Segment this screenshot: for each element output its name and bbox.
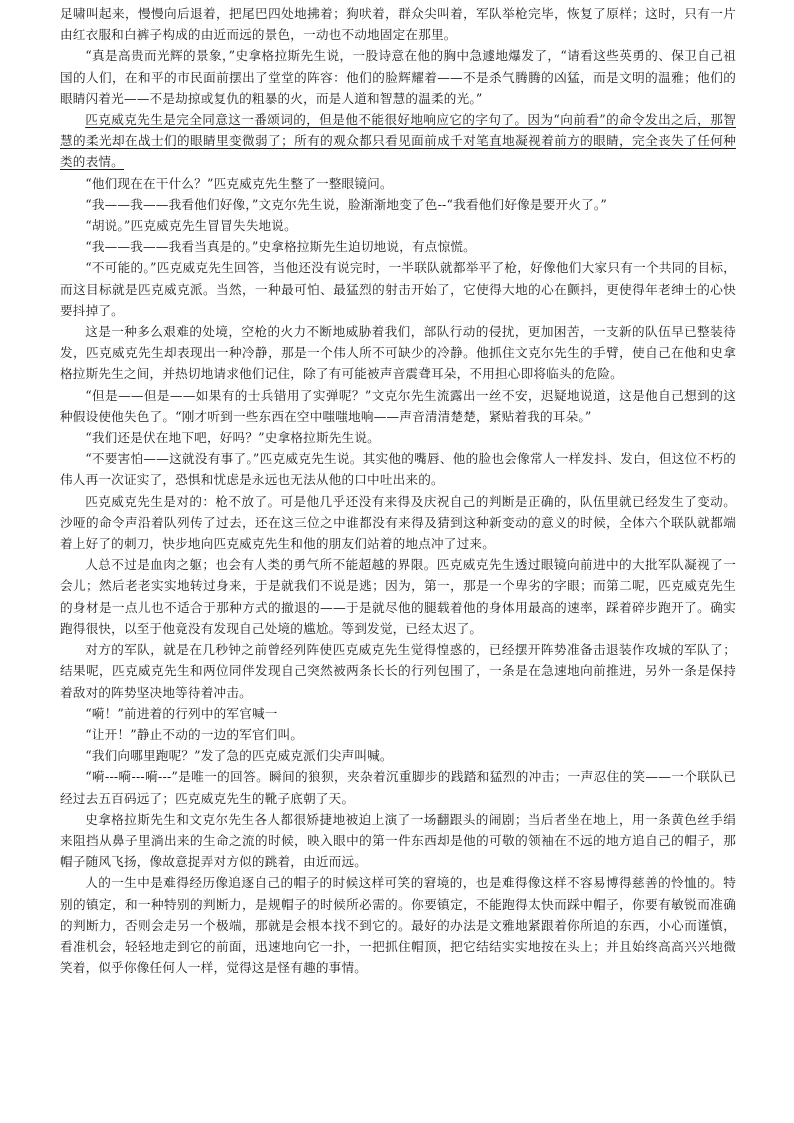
paragraph-20: 史拿格拉斯先生和文克尔先生各人都很矫捷地被迫上演了一场翻跟头的闹剧；当后者坐在地上，用一条黄色丝手绢来阻挡从鼻子里淌出来的生命之流的时候，映入眼中的第一件东西却是他的可敬的领袖在不远的地方追自己的帽子，那帽子随风飞扬，像故意捉弄对方似的跳着，由近而远。 [60, 811, 736, 870]
paragraph-16: “嗬！”前进着的行列中的军官喊一 [85, 705, 278, 721]
paragraph-6: “胡说。”匹克威克先生冒冒失失地说。 [85, 218, 297, 234]
paragraph-10: “但是——但是——如果有的士兵错用了实弹呢？”文克尔先生流露出一丝不安，迟疑地说道，这是他自己想到的这种假设使他失色了。“刚才听到一些东西在空中嗤嗤地响——声音清清楚楚，紧贴着我的耳朵。” [60, 387, 736, 424]
paragraph-1: 足啸叫起来，慢慢向后退着，把尾巴四处地拂着；狗吠着，群众尖叫着，军队举枪完毕，恢复了原样；这时，只有一片由红衣服和白裤子构成的由近而远的景色，一动也不动地固定在那里。 [60, 6, 736, 43]
paragraph-19: “嗬---嗬---嗬---”是唯一的回答。瞬间的狼狈，夹杂着沉重脚步的践踏和猛烈的冲击；一声忍住的笑——一个联队已经过去五百码远了；匹克威克先生的靴子底朝了天。 [60, 769, 736, 806]
paragraph-9: 这是一种多么艰难的处境，空枪的火力不断地威胁着我们，部队行动的侵扰，更加困苦，一支新的队伍早已整装待发，匹克威克先生却表现出一种冷静，那是一个伟人所不可缺少的冷静。他抓住文克尔先生的手臂，使自己在他和史拿格拉斯先生之间，并热切地请求他们记住，除了有可能被声音震聋耳朵，不用担心即将临头的危险。 [60, 324, 736, 382]
paragraph-17: “让开！”静止不动的一边的军官们叫。 [85, 726, 304, 742]
paragraph-2: “真是高贵而光辉的景象，”史拿格拉斯先生说，一股诗意在他的胸中急遽地爆发了，“请看这些英勇的、保卫自己祖国的人们，在和平的市民面前摆出了堂堂的阵容：他们的脸辉耀着——不是杀气腾腾的凶猛，而是文明的温雅；他们的眼睛闪着光——不是劫掠或复仇的粗暴的火，而是人道和智慧的温柔的光。” [60, 48, 736, 106]
paragraph-3-underlined: 匹克威克先生是完全同意这一番颂词的，但是他不能很好地响应它的字句了。因为“向前看”的命令发出之后，那智慧的柔光却在战士们的眼睛里变微弱了；所有的观众都只看见面前成千对笔直地凝视着前方的眼睛，完全丧失了任何种类的表情。 [60, 112, 736, 170]
paragraph-11: “我们还是伏在地下吧，好吗？”史拿格拉斯先生说。 [85, 430, 380, 446]
paragraph-4: “他们现在在干什么？”匹克威克先生整了一整眼镜问。 [85, 175, 393, 191]
paragraph-13: 匹克威克先生是对的：枪不放了。可是他几乎还没有来得及庆祝自己的判断是正确的，队伍里就已经发生了变动。沙哑的命令声沿着队列传了过去，还在这三位之中谁都没有来得及猜到这种新变动的意义的时候，全体六个联队就都端着上好了的刺刀，快步地向匹克威克先生和他的朋友们站着的地点冲了过来。 [60, 493, 736, 552]
paragraph-7: “我——我——我看当真是的。”史拿格拉斯先生迫切地说，有点惊慌。 [85, 239, 476, 255]
paragraph-18: “我们向哪里跑呢？”发了急的匹克威克派们尖声叫喊。 [85, 748, 393, 764]
paragraph-15: 对方的军队，就是在几秒钟之前曾经列阵使匹克威克先生觉得惶惑的，已经摆开阵势准备击退装作攻城的军队了；结果呢，匹克威克先生和两位同伴发现自己突然被两条长长的行列包围了，一条是在急速地向前推进，另外一条是保持着敌对的阵势坚决地等待着冲击。 [60, 642, 736, 700]
document-body [60, 3, 736, 978]
paragraph-5: “我——我——我看他们好像，”文克尔先生说，脸渐渐地变了色--“我看他们好像是要开火了。” [85, 196, 608, 212]
paragraph-21: 人的一生中是难得经历像追逐自己的帽子的时候这样可笑的窘境的，也是难得像这样不容易博得慈善的怜恤的。特别的镇定，和一种特别的判断力，是规帽子的时候所必需的。你要镇定，不能跑得太快而踩中帽子，你要有敏锐而准确的判断力，否则会走另一个极端，那就是会根本找不到它的。最好的办法是文雅地紧跟着你所追的东西，小心而谨慎，看准机会，轻轻地走到它的前面，迅速地向它一扑，一把抓住帽顶，把它结结实实地按在头上；并且始终高高兴兴地微笑着，似乎你像任何人一样，觉得这是怪有趣的事情。 [60, 875, 736, 976]
paragraph-8: “不可能的。”匹克威克先生回答，当他还没有说完时，一半联队就都举平了枪，好像他们大家只有一个共同的目标，而这目标就是匹克威克派。当然，一种最可怕、最猛烈的射击开始了，它使得大地的心在颤抖，更使得年老绅士的心快要抖掉了。 [60, 260, 736, 318]
paragraph-12: “不要害怕——这就没有事了。”匹克威克先生说。其实他的嘴唇、他的脸也会像常人一样发抖、发白，但这位不朽的伟人再一次证实了，恐惧和忧虑是永远也无法从他的口中吐出来的。 [60, 451, 736, 488]
paragraph-14: 人总不过是血肉之躯；也会有人类的勇气所不能超越的界限。匹克威克先生透过眼镜向前进中的大批军队凝视了一会儿；然后老老实实地转过身来，于是就我们不说是逃；因为，第一，那是一个卑劣的字眼；而第二呢，匹克威克先生的身材是一点儿也不适合于那种方式的撤退的——于是就尽他的腿载着他的身体用最高的速率，踩着碎步跑开了。确实跑得很快，以至于他竟没有发现自己处境的尴尬。等到发觉，已经太迟了。 [60, 557, 736, 636]
